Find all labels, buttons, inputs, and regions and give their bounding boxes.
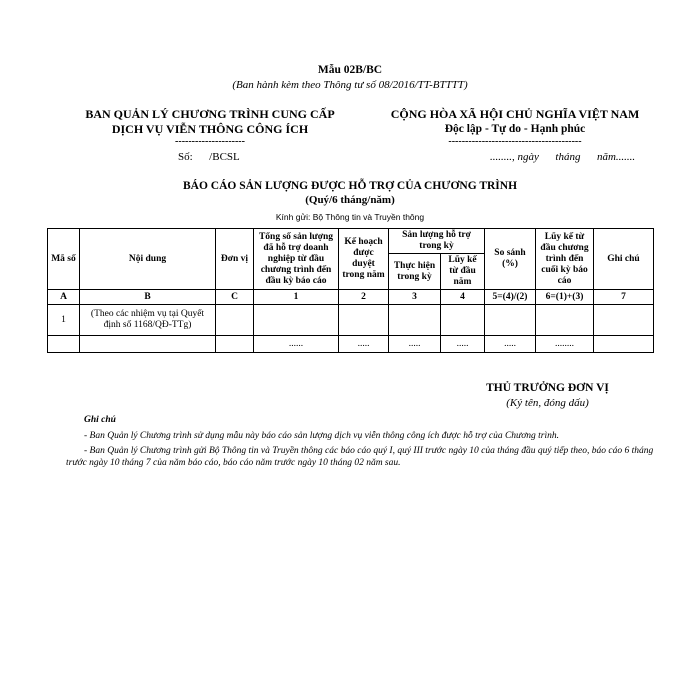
index-cell: C [216, 290, 254, 305]
org-divider: --------------------- [175, 136, 245, 147]
table-cell [254, 305, 339, 336]
motto-divider: ---------------------------------------- [448, 136, 582, 147]
header-noi-dung: Nội dung [80, 229, 216, 290]
header-ma-so: Mã số [48, 229, 80, 290]
table-cell [594, 305, 654, 336]
index-cell: 4 [441, 290, 485, 305]
org-line-2: DỊCH VỤ VIỄN THÔNG CÔNG ÍCH [111, 122, 309, 136]
signature-title: THỦ TRƯỞNG ĐƠN VỊ [486, 382, 609, 394]
table-cell [48, 336, 80, 353]
document-date: ........, ngày tháng năm....... [490, 151, 636, 163]
table-cell [339, 305, 389, 336]
index-cell: A [48, 290, 80, 305]
index-cell: 3 [389, 290, 441, 305]
table-cell [80, 336, 216, 353]
table-cell: ...... [254, 336, 339, 353]
national-header [370, 107, 660, 147]
header-san-luong-group: Sản lượng hỗ trợ trong kỳ [389, 229, 485, 254]
table-cell: (Theo các nhiệm vụ tại Quyết định số 1168/QĐ-TTg) [80, 305, 216, 336]
issued-by-note: (Ban hành kèm theo Thông tư số 08/2016/TT-BTTTT) [232, 79, 468, 91]
index-cell: B [80, 290, 216, 305]
header-ke-hoach: Kế hoạch được duyệt trong năm [339, 229, 389, 290]
index-cell: 1 [254, 290, 339, 305]
header-thuc-hien: Thực hiện trong kỳ [389, 254, 441, 290]
table-cell: ..... [389, 336, 441, 353]
country-name: CỘNG HÒA XÃ HỘI CHỦ NGHĨA VIỆT NAM [390, 107, 640, 121]
report-title: BÁO CÁO SẢN LƯỢNG ĐƯỢC HỖ TRỢ CỦA CHƯƠNG TRÌNH [182, 180, 518, 192]
signature-subtitle: (Ký tên, đóng dấu) [506, 397, 589, 409]
notes-title: Ghi chú [84, 415, 116, 425]
table-row [48, 336, 654, 353]
table-cell: ..... [339, 336, 389, 353]
table-cell [389, 305, 441, 336]
index-cell: 2 [339, 290, 389, 305]
note-line: - Ban Quản lý Chương trình sử dụng mẫu này báo cáo sản lượng dịch vụ viễn thông công ích được hỗ trợ của Chương trình. [84, 431, 560, 441]
document-number: Số: /BCSL [178, 151, 240, 163]
index-cell: 7 [594, 290, 654, 305]
table-cell [216, 305, 254, 336]
national-motto: Độc lập - Tự do - Hạnh phúc [444, 123, 586, 135]
header-luy-ke-dau-nam: Lũy kế từ đầu năm [441, 254, 485, 290]
table-cell: ........ [536, 336, 594, 353]
report-recipient: Kính gửi: Bộ Thông tin và Truyền thông [275, 212, 425, 222]
table-cell [441, 305, 485, 336]
table-cell [216, 336, 254, 353]
index-cell: 5=(4)/(2) [485, 290, 536, 305]
header-don-vi: Đơn vị [216, 229, 254, 290]
report-table [47, 228, 654, 353]
report-period: (Quý/6 tháng/năm) [305, 194, 395, 206]
table-cell [485, 305, 536, 336]
column-index-row [48, 290, 654, 305]
note-line: - Ban Quản lý Chương trình gửi Bộ Thông tin và Truyền thông các báo cáo quý I, quý III trước ngày 10 của tháng đầu quý tiếp theo, báo cáo 6 tháng trước ngày 10 tháng 7 của năm báo cáo, báo cáo năm trước ngày 10 tháng 02 năm sau. [66, 446, 654, 468]
notes-section [66, 414, 666, 472]
table-cell: ..... [485, 336, 536, 353]
header-so-sanh: So sánh (%) [485, 229, 536, 290]
index-cell: 6=(1)+(3) [536, 290, 594, 305]
header-tong-so: Tổng số sản lượng đã hỗ trợ doanh nghiệp từ đầu chương trình đến đầu kỳ báo cáo [254, 229, 339, 290]
table-header-row [48, 229, 654, 254]
header-luy-ke-cuoi-ky: Lũy kế từ đầu chương trình đến cuối kỳ báo cáo [536, 229, 594, 290]
organization-header [60, 107, 360, 147]
table-cell [536, 305, 594, 336]
table-cell [594, 336, 654, 353]
table-row [48, 305, 654, 336]
table-cell: 1 [48, 305, 80, 336]
header-ghi-chu: Ghi chú [594, 229, 654, 290]
org-line-1: BAN QUẢN LÝ CHƯƠNG TRÌNH CUNG CẤP [85, 107, 335, 121]
form-code: Mẫu 02B/BC [317, 64, 383, 76]
table-cell: ..... [441, 336, 485, 353]
